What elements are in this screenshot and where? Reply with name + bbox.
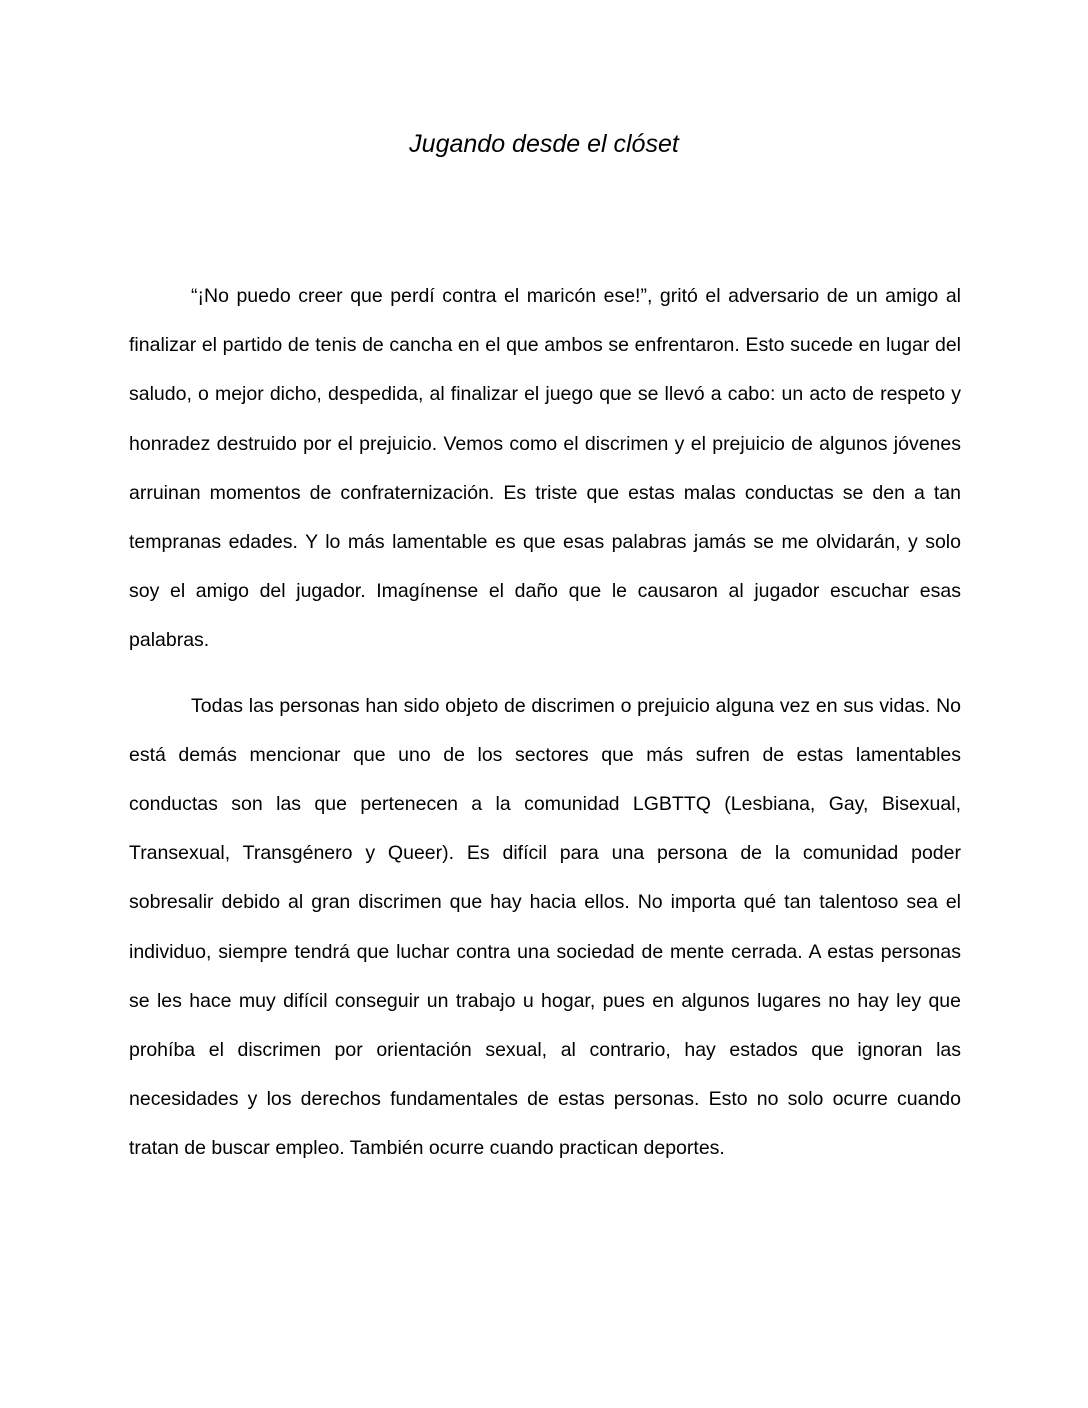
document-title: Jugando desde el clóset bbox=[409, 130, 679, 158]
paragraph-1: “¡No puedo creer que perdí contra el maricón ese!”, gritó el adversario de un amigo al finalizar el partido de tenis de cancha en el que ambos se enfrentaron. Esto sucede en lugar del saludo, o mejor dicho, despedida, al finalizar el juego que se llevó a cabo: un acto de respeto y honradez destruido por el prejuicio. Vemos como el discrimen y el prejuicio de algunos jóvenes arruinan momentos de confraternización. Es triste que estas malas conductas se den a tan tempranas edades. Y lo más lamentable es que esas palabras jamás se me olvidarán, y solo soy el amigo del jugador. Imagínense el daño que le causaron al jugador escuchar esas palabras. bbox=[129, 285, 961, 652]
document-body bbox=[129, 272, 961, 1190]
paragraph-2: Todas las personas han sido objeto de discrimen o prejuicio alguna vez en sus vidas. No está demás mencionar que uno de los sectores que más sufren de estas lamentables conductas son las que pertenecen a la comunidad LGBTTQ (Lesbiana, Gay, Bisexual, Transexual, Transgénero y Queer). Es difícil para una persona de la comunidad poder sobresalir debido al gran discrimen que hay hacia ellos. No importa qué tan talentoso sea el individuo, siempre tendrá que luchar contra una sociedad de mente cerrada. A estas personas se les hace muy difícil conseguir un trabajo u hogar, pues en algunos lugares no hay ley que prohíba el discrimen por orientación sexual, al contrario, hay estados que ignoran las necesidades y los derechos fundamentales de estas personas. Esto no solo ocurre cuando tratan de buscar empleo. También ocurre cuando practican deportes. bbox=[129, 694, 961, 1160]
